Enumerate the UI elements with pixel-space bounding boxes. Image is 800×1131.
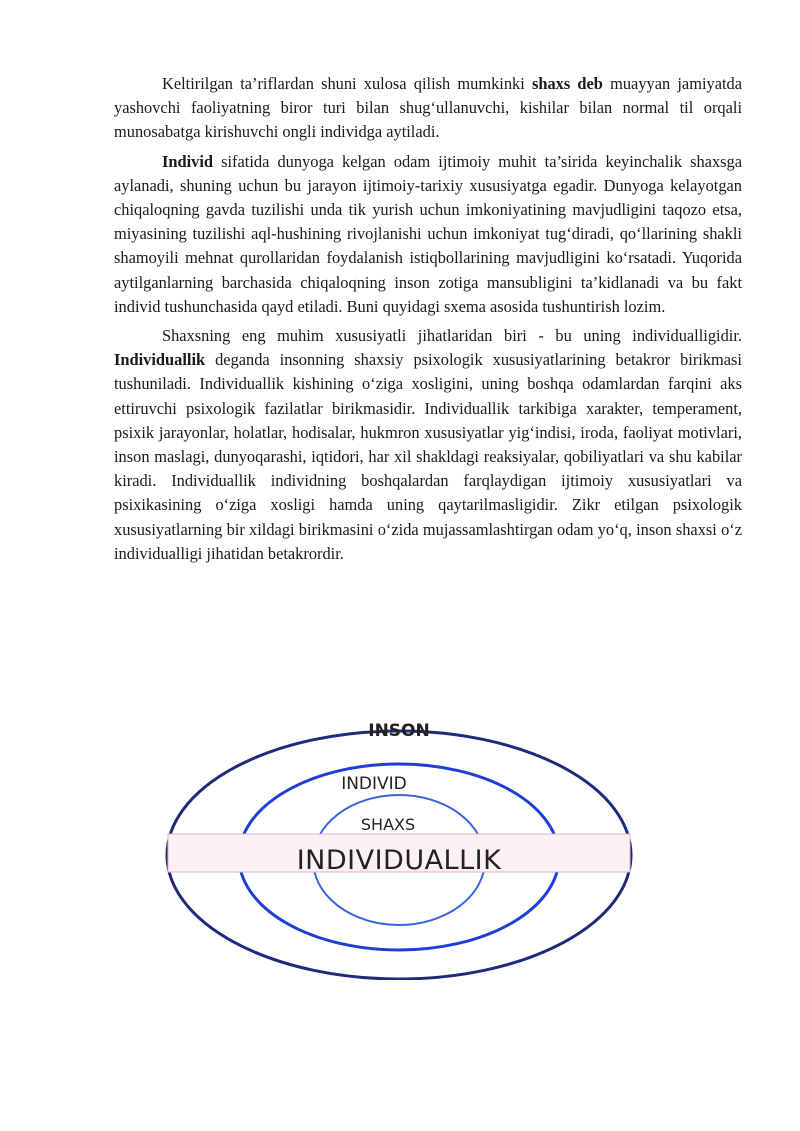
bold-term: Individuallik (114, 350, 206, 370)
paragraph-individ (114, 150, 742, 319)
concentric-diagram (0, 680, 800, 980)
bold-term: shaxs deb (531, 74, 603, 93)
document-body (114, 72, 742, 571)
bold-term: Individ (162, 151, 214, 171)
paragraph-text: muayyan jamiyatda yashovchi faoliyatning biror turi bilan shug‘ullanuvchi, kishilar bilan normal til orqali munosabatga kirishuvchi ongli individga aytiladi. (114, 74, 742, 142)
label-inson: INSON (368, 721, 430, 741)
paragraph-text: Keltirilgan ta’riflardan shuni xulosa qilish mumkinki (162, 74, 532, 93)
paragraph-text: Shaxsning eng muhim xususiyatli jihatlaridan biri - bu uning individualligidir. (162, 326, 742, 346)
label-individuallik: INDIVIDUALLIK (296, 845, 502, 876)
paragraph-shaxs-definition (114, 72, 742, 145)
paragraph-individuallik (114, 324, 742, 566)
diagram-svg (0, 680, 800, 980)
paragraph-text: deganda insonning shaxsiy psixologik xususiyatlarining betakror birikmasi tushuniladi. Individuallik kishining o‘ziga xosligini, uning boshqa odamlardan farqini aks ettiruvchi psixologik fazilatlar birikmasidir. Individuallik tarkibiga xarakter, temperament, psixik jarayonlar, holatlar, hodisalar, hukmron xususiyatlar yig‘indisi, iroda, faoliyat motivlari, inson maslagi, dunyoqarashi, iqtidori, har xil shakldagi reaksiyalar, qobiliyatlari va shu kabilar kiradi. Individuallik individning boshqalardan farqlaydigan ijtimoiy xususiyatlari va psixikasining o‘ziga xosligi hamda uning qaytarilmasligidir. Zikr etilgan psixologik xususiyatlarning bir xildagi birikmasini o‘zida mujassamlashtirgan odam yo‘q, inson shaxsi o‘z individualligi jihatidan betakrordir. (114, 350, 742, 563)
label-shaxs: SHAXS (360, 815, 416, 834)
label-individ: INDIVID (341, 774, 407, 794)
paragraph-text: sifatida dunyoga kelgan odam ijtimoiy muhit ta’sirida keyinchalik shaxsga aylanadi, shuning uchun bu jarayon ijtimoiy-tarixiy xususiyatga egadir. Dunyoga kelayotgan chiqaloqning gavda tuzilishi unda tik yurish uchun imkoniyatining mavjudligini taqozo etsa, miyasining tuzilishi aql-hushining rivojlanishi uchun imkoniyat tug‘diradi, qo‘llarining shakli shamoyili mehnat qurollaridan foydalanish istiqbollarining mavjudligini ko‘rsatadi. Yuqorida aytilganlarning barchasida chiqaloqning inson zotiga mansubligini ta’kidlanadi va bu fakt individ tushunchasida qayd etiladi. Buni quyidagi sxema asosida tushuntirish lozim. (114, 151, 742, 316)
